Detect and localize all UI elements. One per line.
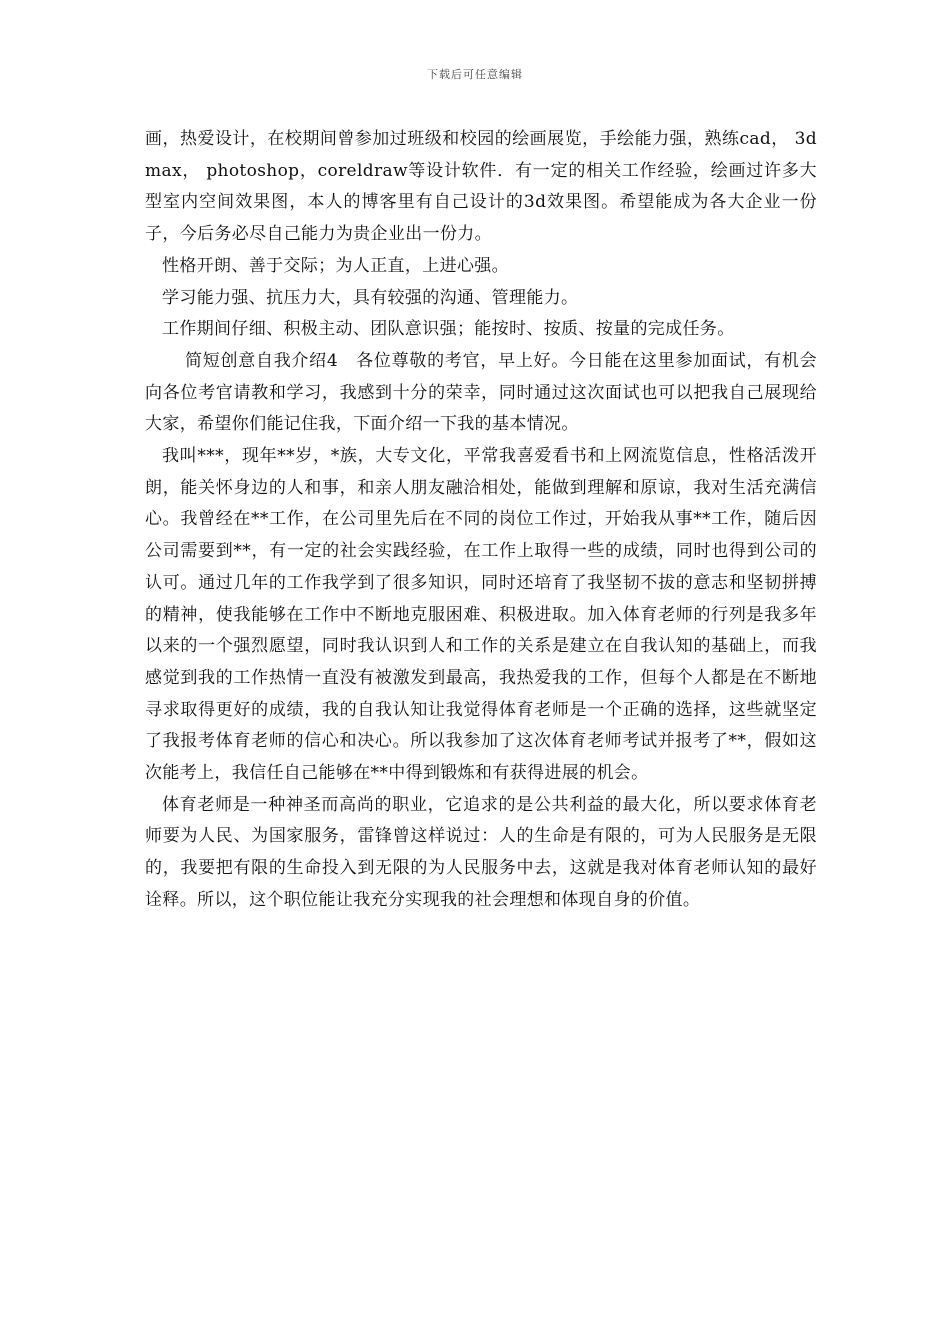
paragraph-intro-4: 简短创意自我介绍4 各位尊敬的考官，早上好。今日能在这里参加面试，有机会向各位考官请教和学习，我感到十分的荣幸，同时通过这次面试也可以把我自己展现给大家，希望你们能记住我，下面介绍一下我的基本情况。 [145,350,817,435]
paragraph-self-background: 我叫***，现年**岁，*族，大专文化，平常我喜爱看书和上网流览信息，性格活泼开朗，能关怀身边的人和事，和亲人朋友融洽相处，能做到理解和原谅，我对生活充满信心。我曾经在**工作，在公司里先后在不同的岗位工作过，开始我从事**工作，随后因公司需要到**，有一定的社会实践经验，在工作上取得一些的成绩，同时也得到公司的认可。通过几年的工作我学到了很多知识，同时还培育了我坚韧不拔的意志和坚韧拼搏的精神，使我能够在工作中不断地克服困难、积极进取。加入体育老师的行列是我多年以来的一个强烈愿望，同时我认识到人和工作的关系是建立在自我认知的基础上，而我感觉到我的工作热情一直没有被激发到最高，我热爱我的工作，但每个人都是在不断地寻求取得更好的成绩，我的自我认知让我觉得体育老师是一个正确的选择，这些就坚定了我报考体育老师的信心和决心。所以我参加了这次体育老师考试并报考了**，假如这次能考上，我信任自己能够在**中得到锻炼和有获得进展的机会。 [145,446,817,784]
paragraph-work-attitude: 工作期间仔细、积极主动、团队意识强；能按时、按质、按量的完成任务。 [162,319,735,340]
document-body [145,124,817,917]
page-header: 下载后可任意编辑 [427,68,523,81]
paragraph-learning-ability: 学习能力强、抗压力大，具有较强的沟通、管理能力。 [162,287,579,308]
paragraph-design-skills: 画，热爱设计，在校期间曾参加过班级和校园的绘画展览，手绘能力强，熟练cad， 3d max， photoshop，coreldraw等设计软件．有一定的相关工作经验，绘画过许多大型室内空间效果图，本人的博客里有自己设计的3d效果图。希望能成为各大企业一份子，今后务必尽自己能力为贵企业出一份力。 [145,129,817,245]
paragraph-teacher-profession: 体育老师是一种神圣而高尚的职业，它追求的是公共利益的最大化，所以要求体育老师要为人民、为国家服务，雷锋曾这样说过：人的生命是有限的，可为人民服务是无限的，我要把有限的生命投入到无限的为人民服务中去，这就是我对体育老师认知的最好诠释。所以，这个职位能让我充分实现我的社会理想和体现自身的价值。 [145,794,817,910]
paragraph-personality: 性格开朗、善于交际；为人正直，上进心强。 [162,255,509,276]
